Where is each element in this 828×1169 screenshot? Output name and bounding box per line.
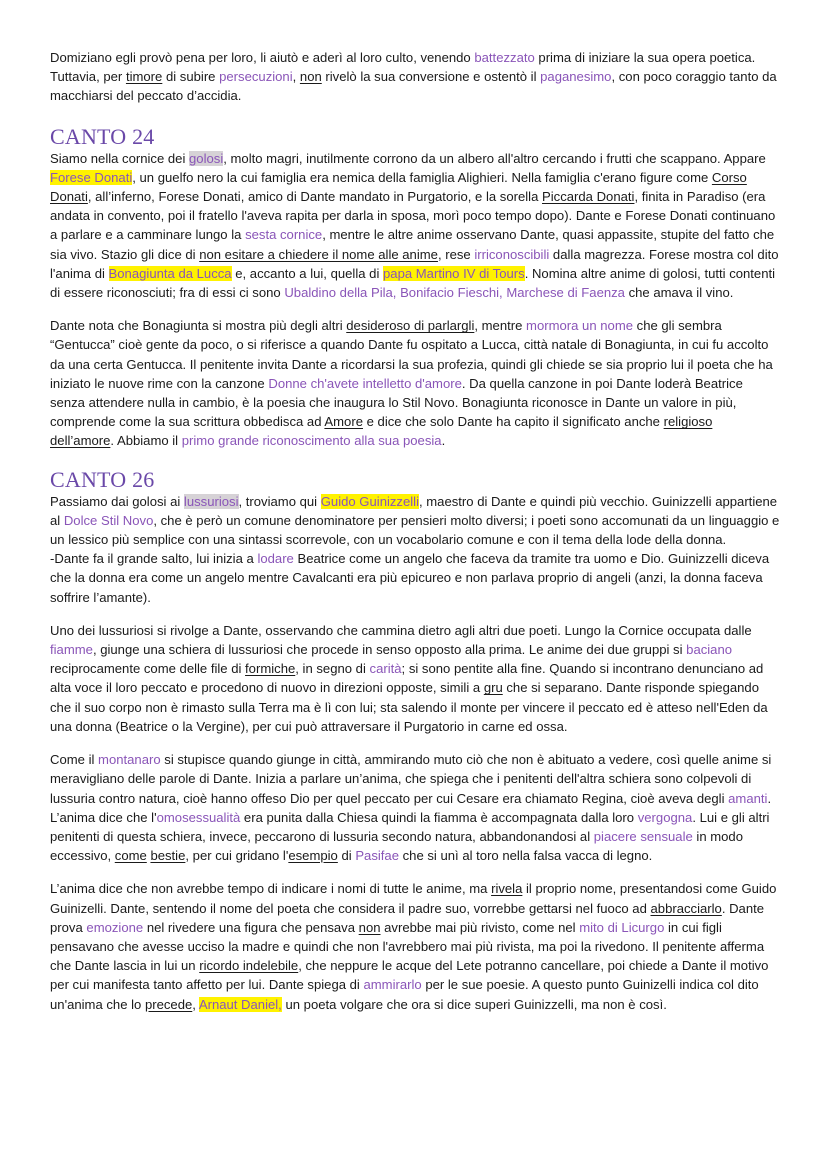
purple-term: carità <box>369 661 402 677</box>
text-run: , per cui gridano l' <box>185 848 289 864</box>
underlined-term: bestie <box>150 848 186 864</box>
purple-term: irriconoscibili <box>474 246 550 262</box>
purple-term: mormora un nome <box>526 318 634 334</box>
canto-24-heading: CANTO 24 <box>50 123 155 149</box>
text-run: , mentre le altre anime osservano Dante, quasi appassite, stupite del fatto che sia vivo. Stazio gli dice di <box>50 227 775 262</box>
purple-term: persecuzioni <box>219 69 293 85</box>
text-run: si stupisce quando giunge in città, ammirando muto ciò che non è abituato a vedere, così quelle anime si meravigliano delle parole di Dante. Inizia a parlare un’anima, che spiega che i penitenti dell'altra schiera sono colpevoli di lussuria contro natura, cioè hanno offeso Dio per quel peccato per cui Cesare era chiamato Regina, cioè aveva degli <box>50 752 772 806</box>
intro-paragraph <box>50 48 780 106</box>
text-run: , <box>292 69 300 85</box>
text-run: e, accanto a lui, quella di <box>231 265 383 281</box>
text-run: che gli sembra “Gentucca” cioè gente da poco, o si riferisce a quando Dante fu ospitato a Lucca, città natale di Bonagiunta, in cui fu accolto da una certa Gentucca. Il penitente invita Dante a ricordarsi la sua profezia, quindi gli chiede se sia proprio lui il poeta che ha iniziato le nuove rime con la canzone <box>50 318 773 391</box>
underlined-term: ricordo indelebile <box>199 958 299 974</box>
purple-term: omosessualità <box>156 809 241 825</box>
underlined-term: gru <box>483 680 503 696</box>
text-run: , rese <box>437 246 475 262</box>
canto-26-paragraph-4 <box>50 879 780 1013</box>
canto-24-paragraph-2 <box>50 316 780 450</box>
text-run: L’anima dice che non avrebbe tempo di indicare i nomi di tutte le anime, ma <box>50 881 492 897</box>
text-run: il proprio nome, presentandosi come Guido Guinizelli. Dante, sentendo il nome del poeta che considera il padre suo, vorrebbe gettarsi nel fuoco ad <box>50 881 777 916</box>
text-run: Siamo nella cornice dei <box>50 150 190 166</box>
purple-term: ammirarlo <box>363 977 422 993</box>
text-run: . Nomina altre anime di golosi, tutti contenti di essere riconosciuti; fra di essi ci sono <box>50 265 776 301</box>
text-run: , <box>192 996 199 1012</box>
text-run: , un guelfo nero la cui famiglia era nemica della famiglia Alighieri. Nella famiglia c'erano figure come <box>132 169 712 185</box>
text-run: ; si sono pentite alla fine. Quando si incontrano denunciano ad alta voce il loro peccato e procedono di nuovo in direzioni opposte, simili a <box>50 661 764 696</box>
canto-26-heading: CANTO 26 <box>50 466 155 492</box>
underlined-term: religioso dell’amore <box>50 414 713 449</box>
text-run: , in segno di <box>295 661 370 677</box>
highlighted-name: Forese Donati <box>50 169 133 185</box>
text-run: . Abbiamo il <box>110 433 182 449</box>
underlined-term: Corso Donati <box>50 169 747 205</box>
text-run: di <box>337 848 356 864</box>
purple-term: vergogna <box>637 809 693 825</box>
text-run: . Da quella canzone in poi Dante loderà Beatrice senza attendere nulla in cambio, è la poesia che inaugura lo Stil Novo. Bonagiunta riconosce in Dante un valore in più, comprende come la sua scrittura obbedisca ad <box>50 375 743 430</box>
text-run: , molto magri, inutilmente corrono da un albero all'altro cercando i frutti che scappano. Appare <box>223 150 766 166</box>
text-run: Come il <box>50 752 99 768</box>
purple-term: fiamme <box>50 642 93 658</box>
text-run: , finita in Paradiso (era andata in convento, poi il fratello l'aveva rapita per darla in sposa, morì poco tempo dopo). Dante e Forese Donati continuano a parlare e a camminare lungo la <box>50 189 776 243</box>
underlined-term: non <box>358 919 381 935</box>
underlined-term: formiche <box>245 661 296 677</box>
purple-term: emozione <box>86 919 144 935</box>
purple-term: amanti <box>728 790 768 806</box>
gray-highlighted-term: lussuriosi <box>183 493 239 509</box>
text-run: che si separano. Dante risponde spiegando che il suo corpo non è rimasto sulla Terra ma è lì con lui; sta salendo il monte per vincere il peccato ed è atteso nell'Eden da una donna (Beatrice o la Vergine), per cui può attraversare il Purgatorio in carne ed ossa. <box>50 680 768 734</box>
text-run: , troviamo qui <box>238 493 321 509</box>
text-run: rivelò la sua conversione e ostentò il <box>321 69 541 85</box>
text-run: nel rivedere una figura che pensava <box>143 919 359 935</box>
canto-26-paragraph-1 <box>50 492 780 550</box>
purple-term: Ubaldino della Pila, Bonifacio Fieschi, Marchese di Faenza <box>284 285 625 301</box>
text-run: , maestro di Dante e quindi più vecchio. Guinizzelli appartiene al <box>50 493 778 528</box>
text-run: . Lui e gli altri penitenti di questa schiera, invece, peccarono di lussuria secondo natura, abbandonandosi al <box>50 809 770 844</box>
text-run: . L’anima dice che l' <box>50 790 772 825</box>
purple-term: montanaro <box>98 752 161 768</box>
purple-term: piacere sensuale <box>593 828 693 844</box>
underlined-term: abbracciarlo <box>650 900 722 916</box>
purple-term: battezzato <box>474 50 535 65</box>
underlined-term: desideroso di parlargli <box>346 318 475 334</box>
text-run: , mentre <box>474 318 527 334</box>
text-run: avrebbe mai più rivisto, come nel <box>380 919 580 935</box>
gray-highlighted-term: golosi <box>189 150 224 166</box>
canto-26-paragraph-3 <box>50 750 780 865</box>
document-page <box>50 48 780 1014</box>
text-run: -Dante fa il grande salto, lui inizia a <box>50 551 258 567</box>
purple-term: sesta cornice <box>245 227 323 243</box>
text-run: era punita dalla Chiesa quindi la fiamma è accompagnata dalla loro <box>240 809 638 825</box>
text-run: , con poco coraggio tanto da macchiarsi del peccato d’accidia. <box>50 69 777 104</box>
text-run: , all’inferno, Forese Donati, amico di Dante mandato in Purgatorio, e la sorella <box>87 189 543 205</box>
purple-term: primo grande riconoscimento alla sua poesia <box>181 433 442 449</box>
underlined-term: non esitare a chiedere il nome alle anime <box>199 246 438 262</box>
text-run: , che neppure le acque del Lete potranno cancellare, poi chiede a Dante il motivo per cui manifesta tanto affetto per lui. Dante spiega di <box>50 958 769 993</box>
text-run: . Dante prova <box>50 900 765 935</box>
purple-term: paganesimo <box>540 69 612 85</box>
canto-26-paragraph-1b <box>50 549 780 607</box>
purple-term: lodare <box>257 551 294 567</box>
canto-26-paragraph-2 <box>50 621 780 736</box>
canto-24-paragraph-1 <box>50 149 780 303</box>
underlined-term: esempio <box>288 848 338 864</box>
purple-term: Donne ch'avete intelletto d'amore <box>268 375 462 391</box>
text-run: e dice che solo Dante ha capito il significato anche <box>362 414 664 430</box>
underlined-term: Amore <box>324 414 363 430</box>
text-run: che si unì al toro nella falsa vacca di legno. <box>399 848 653 864</box>
text-run: in cui figli pensavano che avesse ucciso la madre e quindi che non l'avrebbero mai più rivista, ma poi la rivedono. Il penitente afferma che Dante lascia in lui un <box>50 919 765 974</box>
text-run: Passiamo dai golosi ai <box>50 493 184 509</box>
text-run: per le sue poesie. A questo punto Guinizelli indica col dito un'anima che lo <box>50 977 759 1012</box>
underlined-term: non <box>299 69 322 85</box>
text-run: Dante nota che Bonagiunta si mostra più degli altri <box>50 318 347 334</box>
underlined-term: rivela <box>491 881 523 897</box>
purple-term: mito di Licurgo <box>579 919 665 935</box>
highlighted-name: Arnaut Daniel, <box>198 996 282 1012</box>
text-run: reciprocamente come delle file di <box>50 661 246 677</box>
text-run: di subire <box>162 69 220 85</box>
underlined-term: Piccarda Donati <box>542 189 635 205</box>
purple-term: baciano <box>686 642 733 658</box>
text-run: un poeta volgare che ora si dice superi Guinizzelli, ma non è così. <box>281 996 667 1012</box>
text-run: dalla magrezza. Forese mostra col dito l'anima di <box>50 246 779 281</box>
text-run: Beatrice come un angelo che faceva da tramite tra uomo e Dio. Guinizzelli diceva che la donna era come un angelo mentre Cavalcanti era più epicureo e non parlava proprio di angeli (anzi, la donna faceva soffrire l’amante). <box>50 551 770 605</box>
underlined-term: come <box>114 848 147 864</box>
text-run: Domiziano egli provò pena per loro, li aiutò e aderì al loro culto, venendo <box>50 50 475 65</box>
text-run: che amava il vino. <box>624 285 734 301</box>
highlighted-name: Guido Guinizzelli <box>320 493 419 509</box>
text-run: in modo eccessivo, <box>50 828 743 864</box>
text-run: prima di iniziare la sua opera poetica. Tuttavia, per <box>50 50 756 85</box>
highlighted-name: papa Martino IV di Tours <box>383 265 525 281</box>
purple-term: Dolce Stil Novo <box>63 512 154 528</box>
underlined-term: precede <box>144 996 193 1012</box>
underlined-term: timore <box>125 69 163 85</box>
text-run: Uno dei lussuriosi si rivolge a Dante, osservando che cammina dietro agli altri due poeti. Lungo la Cornice occupata dalle <box>50 622 752 638</box>
highlighted-name: Bonagiunta da Lucca <box>108 265 232 281</box>
text-run: , giunge una schiera di lussuriosi che procede in senso opposto alla prima. Le anime dei due gruppi si <box>92 642 687 658</box>
text-run: . <box>441 433 446 449</box>
purple-term: Pasifae <box>355 848 399 864</box>
text-run: , che è però un comune denominatore per pensieri molto diversi; i poeti sono accomunati da un linguaggio e un lessico più semplice con una sintassi scorrevole, con un vocabolario comune e con il tema della lode della donna. <box>50 512 780 548</box>
